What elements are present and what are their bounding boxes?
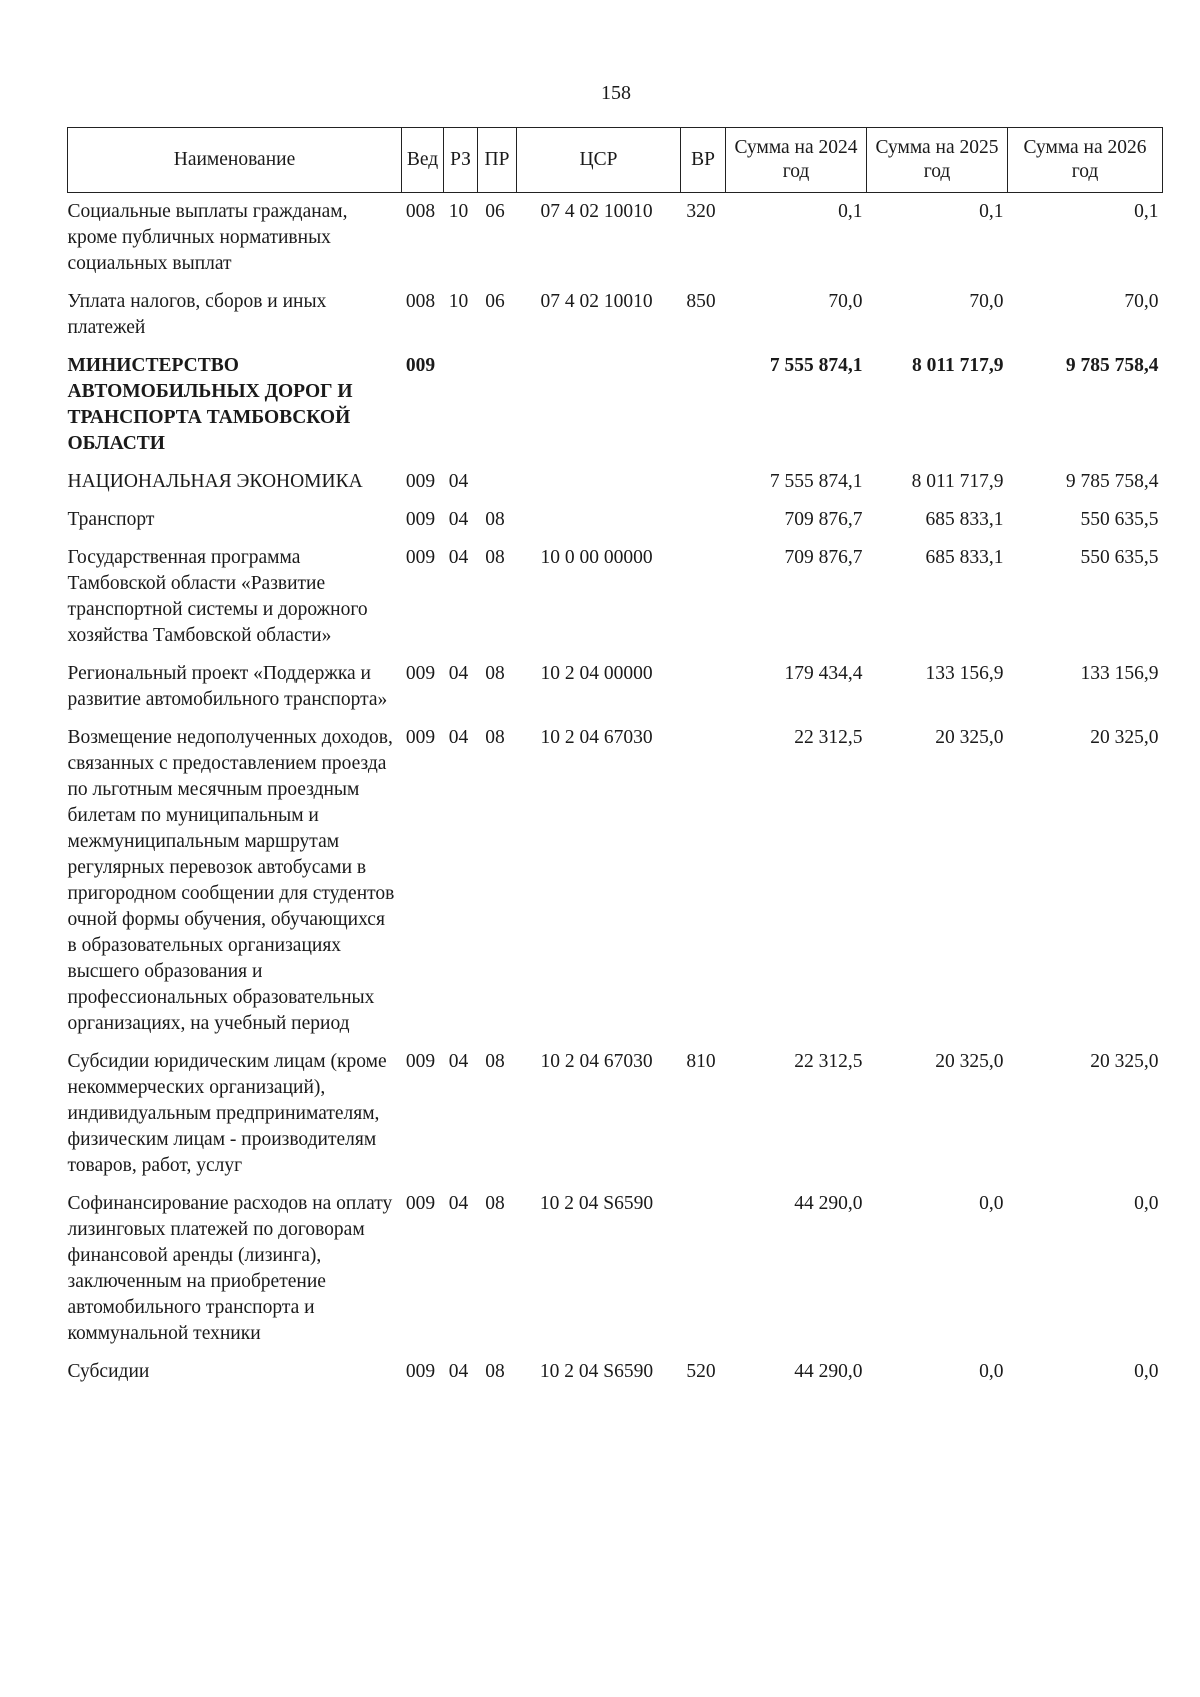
- row-sum-2025: 133 156,9: [925, 663, 1004, 684]
- row-csr: 07 4 02 10010: [540, 201, 653, 222]
- row-vr: [681, 347, 726, 463]
- row-sum-2026: 550 635,5: [1080, 547, 1159, 568]
- row-rz: 04: [448, 663, 469, 684]
- row-pr: 06: [485, 201, 505, 222]
- row-sum-2024: 22 312,5: [794, 1051, 863, 1072]
- row-sum-2026: 20 325,0: [1090, 727, 1159, 748]
- row-sum-2026: 0,0: [1134, 1361, 1159, 1382]
- row-sum-2025: 70,0: [969, 291, 1004, 312]
- row-sum-2025: 0,0: [979, 1361, 1004, 1382]
- row-pr: 08: [485, 547, 505, 568]
- row-csr: 10 2 04 67030: [540, 727, 653, 748]
- table-row: [68, 719, 1163, 1043]
- row-sum-2025: 685 833,1: [925, 547, 1004, 568]
- row-ved: 009: [405, 1193, 436, 1214]
- row-sum-2024: 44 290,0: [794, 1193, 863, 1214]
- header-pr: ПР: [478, 128, 517, 193]
- budget-table: [67, 127, 1163, 1391]
- row-sum-2025: 20 325,0: [935, 1051, 1004, 1072]
- row-name: МИНИСТЕРСТВО АВТОМОБИЛЬНЫХ ДОРОГ И ТРАНСПОРТА ТАМБОВСКОЙ ОБЛАСТИ: [67, 355, 353, 454]
- row-name: Возмещение недополученных доходов, связанных с предоставлением проезда по льготным месячным проездным билетам по муниципальным и межмуниципальным маршрутам регулярных перевозок автобусами в пригородном сообщении для студентов очной формы обучения, обучающихся в образовательных организациях высшего образования и профессиональных образовательных организациях, на учебный период: [67, 727, 395, 1034]
- row-pr: [478, 463, 517, 501]
- row-ved: 008: [405, 291, 436, 312]
- header-sum-2026: Сумма на 2026 год: [1008, 128, 1163, 193]
- row-pr: 08: [485, 509, 505, 530]
- row-sum-2026: 9 785 758,4: [1065, 355, 1159, 376]
- row-name: НАЦИОНАЛЬНАЯ ЭКОНОМИКА: [67, 471, 363, 492]
- row-sum-2025: 8 011 717,9: [911, 355, 1004, 376]
- row-pr: 08: [485, 663, 505, 684]
- row-pr: 06: [485, 291, 505, 312]
- row-pr: 08: [485, 1051, 505, 1072]
- row-sum-2024: 44 290,0: [794, 1361, 863, 1382]
- row-sum-2026: 70,0: [1124, 291, 1159, 312]
- row-sum-2025: 685 833,1: [925, 509, 1004, 530]
- table-row: [68, 1353, 1163, 1391]
- row-vr: [681, 1185, 726, 1353]
- row-vr: 850: [686, 291, 716, 312]
- row-sum-2024: 70,0: [828, 291, 863, 312]
- row-csr: [517, 501, 681, 539]
- row-rz: 04: [448, 1193, 469, 1214]
- row-ved: 009: [405, 727, 436, 748]
- row-pr: 08: [485, 727, 505, 748]
- row-rz: 04: [448, 547, 469, 568]
- row-sum-2026: 0,1: [1134, 201, 1159, 222]
- header-ved: Вед: [402, 128, 444, 193]
- row-ved: 009: [405, 355, 436, 376]
- row-vr: 810: [686, 1051, 716, 1072]
- row-ved: 009: [405, 663, 436, 684]
- row-sum-2024: 709 876,7: [784, 509, 863, 530]
- row-sum-2026: 550 635,5: [1080, 509, 1159, 530]
- header-vr: ВР: [681, 128, 726, 193]
- row-csr: 10 0 00 00000: [540, 547, 653, 568]
- row-sum-2026: 9 785 758,4: [1065, 471, 1159, 492]
- page-number: 158: [601, 82, 631, 104]
- row-ved: 009: [405, 471, 436, 492]
- row-sum-2025: 8 011 717,9: [911, 471, 1004, 492]
- row-sum-2024: 0,1: [838, 201, 863, 222]
- table-row: [68, 463, 1163, 501]
- row-vr: 520: [686, 1361, 716, 1382]
- row-name: Субсидии юридическим лицам (кроме некоммерческих организаций), индивидуальным предпринимателям, физическим лицам - производителям товаров, работ, услуг: [67, 1051, 387, 1176]
- table-row: [68, 655, 1163, 719]
- row-name: Государственная программа Тамбовской области «Развитие транспортной системы и дорожного хозяйства Тамбовской области»: [67, 547, 368, 646]
- row-csr: 10 2 04 S6590: [539, 1193, 654, 1214]
- row-sum-2025: 20 325,0: [935, 727, 1004, 748]
- table-body: [68, 193, 1163, 1392]
- row-csr: 10 2 04 S6590: [539, 1361, 654, 1382]
- row-csr: 10 2 04 00000: [540, 663, 653, 684]
- row-pr: 08: [485, 1193, 505, 1214]
- row-name: Социальные выплаты гражданам, кроме публичных нормативных социальных выплат: [67, 201, 348, 274]
- row-rz: 10: [448, 201, 469, 222]
- row-csr: 10 2 04 67030: [540, 1051, 653, 1072]
- table-row: [68, 1185, 1163, 1353]
- table-row: [68, 539, 1163, 655]
- row-vr: [681, 463, 726, 501]
- row-csr: [517, 463, 681, 501]
- row-vr: [681, 719, 726, 1043]
- row-rz: 04: [448, 471, 469, 492]
- row-sum-2024: 709 876,7: [784, 547, 863, 568]
- row-ved: 009: [405, 1051, 436, 1072]
- header-sum-2025: Сумма на 2025 год: [867, 128, 1008, 193]
- row-sum-2025: 0,0: [979, 1193, 1004, 1214]
- row-pr: [478, 347, 517, 463]
- row-pr: 08: [485, 1361, 505, 1382]
- row-rz: 04: [448, 1361, 469, 1382]
- row-name: Региональный проект «Поддержка и развитие автомобильного транспорта»: [67, 663, 388, 710]
- row-ved: 008: [405, 201, 436, 222]
- table-row: [68, 283, 1163, 347]
- row-vr: 320: [686, 201, 716, 222]
- header-sum-2024: Сумма на 2024 год: [726, 128, 867, 193]
- table-row: [68, 193, 1163, 284]
- row-ved: 009: [405, 509, 436, 530]
- row-ved: 009: [405, 547, 436, 568]
- table-header: [68, 128, 1163, 193]
- row-name: Субсидии: [67, 1361, 150, 1382]
- row-vr: [681, 501, 726, 539]
- row-rz: 04: [448, 727, 469, 748]
- row-rz: 10: [448, 291, 469, 312]
- row-sum-2026: 133 156,9: [1080, 663, 1159, 684]
- row-sum-2024: 7 555 874,1: [769, 355, 863, 376]
- table-row: [68, 1043, 1163, 1185]
- row-rz: [444, 347, 478, 463]
- header-name: Наименование: [68, 128, 402, 193]
- row-name: Софинансирование расходов на оплату лизинговых платежей по договорам финансовой аренды (лизинга), заключенным на приобретение автомобильного транспорта и коммунальной техники: [67, 1193, 393, 1344]
- table-row: [68, 501, 1163, 539]
- row-vr: [681, 655, 726, 719]
- header-csr: ЦСР: [517, 128, 681, 193]
- row-sum-2026: 20 325,0: [1090, 1051, 1159, 1072]
- row-sum-2024: 22 312,5: [794, 727, 863, 748]
- row-name: Уплата налогов, сборов и иных платежей: [67, 291, 327, 338]
- row-sum-2024: 179 434,4: [784, 663, 863, 684]
- row-ved: 009: [405, 1361, 436, 1382]
- row-sum-2025: 0,1: [979, 201, 1004, 222]
- row-csr: 07 4 02 10010: [540, 291, 653, 312]
- table-row: [68, 347, 1163, 463]
- row-sum-2026: 0,0: [1134, 1193, 1159, 1214]
- row-sum-2024: 7 555 874,1: [769, 471, 863, 492]
- header-rz: РЗ: [444, 128, 478, 193]
- row-csr: [517, 347, 681, 463]
- row-rz: 04: [448, 509, 469, 530]
- row-rz: 04: [448, 1051, 469, 1072]
- row-vr: [681, 539, 726, 655]
- row-name: Транспорт: [67, 509, 155, 530]
